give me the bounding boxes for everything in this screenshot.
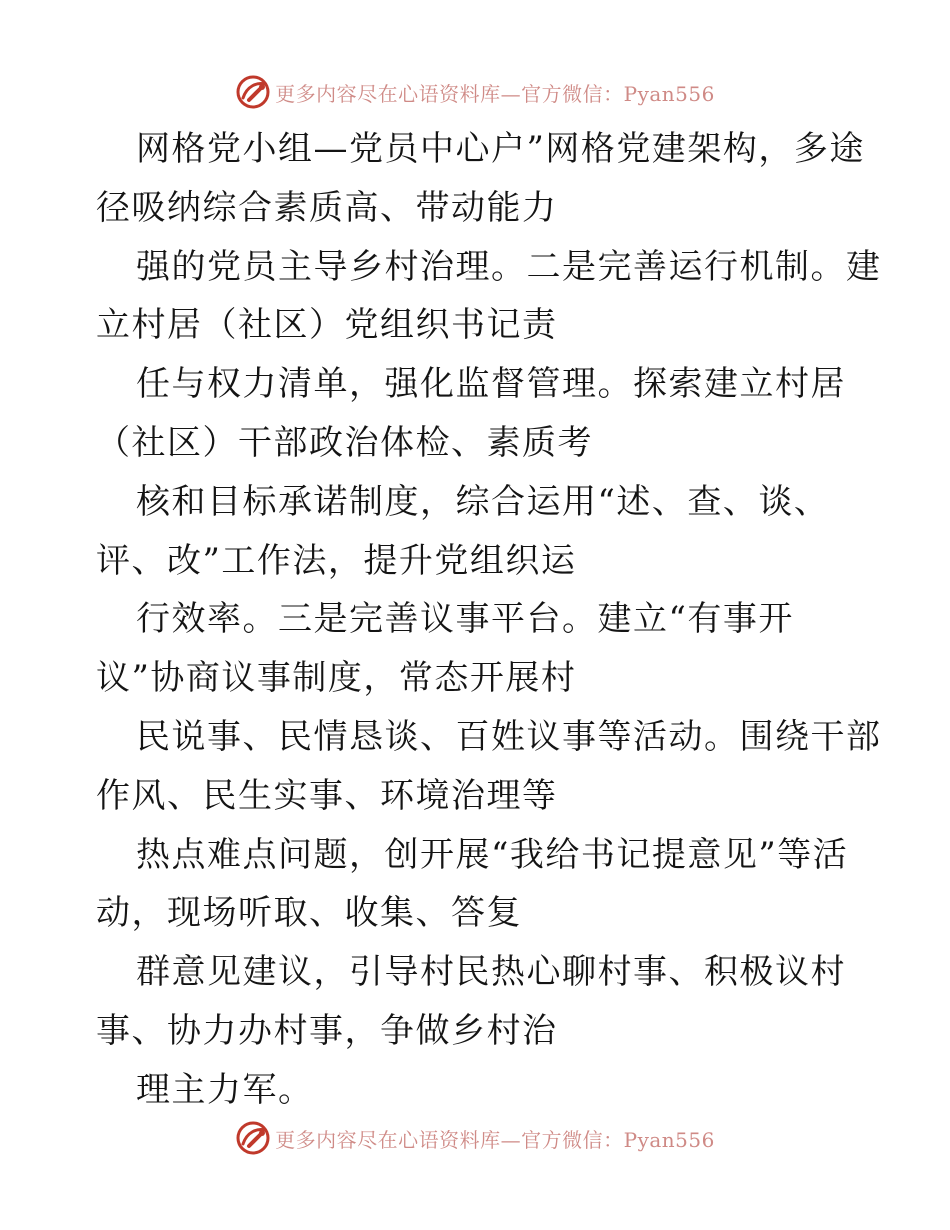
- text-line: 行效率。三是完善议事平台。建立“有事开: [136, 599, 794, 640]
- footer-banner: [0, 1118, 950, 1158]
- text-line: 民说事、民情恳谈、百姓议事等活动。围绕干部: [136, 716, 882, 757]
- text-line: 议”协商议事制度，常态开展村: [96, 658, 577, 699]
- text-line: 核和目标承诺制度，综合运用“述、查、谈、: [136, 481, 830, 522]
- text-line: 事、协力办村事，争做乡村治: [96, 1010, 558, 1051]
- text-line: 任与权力清单，强化监督管理。探索建立村居: [136, 364, 846, 405]
- document-body: [96, 120, 882, 1120]
- text-line: 强的党员主导乡村治理。二是完善运行机制。建: [136, 246, 882, 287]
- text-line: 理主力军。: [136, 1069, 314, 1110]
- logo-icon: [235, 74, 271, 110]
- text-line: 热点难点问题，创开展“我给书记提意见”等活: [136, 834, 849, 875]
- text-line: 动，现场听取、收集、答复: [96, 893, 522, 934]
- logo-icon: [235, 1120, 271, 1156]
- header-banner: [0, 72, 950, 112]
- header-banner-text: 更多内容尽在心语资料库—官方微信：Pyan556: [275, 81, 715, 106]
- text-line: 群意见建议，引导村民热心聊村事、积极议村: [136, 952, 846, 993]
- text-line: 网格党小组—党员中心户”网格党建架构，多途: [136, 129, 865, 169]
- text-line: 立村居（社区）党组织书记责: [96, 305, 558, 346]
- text-line: （社区）干部政治体检、素质考: [96, 422, 593, 463]
- text-line: 径吸纳综合素质高、带动能力: [96, 187, 558, 228]
- text-line: 评、改”工作法，提升党组织运: [96, 540, 577, 581]
- footer-banner-text: 更多内容尽在心语资料库—官方微信：Pyan556: [275, 1127, 715, 1152]
- text-line: 作风、民生实事、环境治理等: [96, 775, 558, 816]
